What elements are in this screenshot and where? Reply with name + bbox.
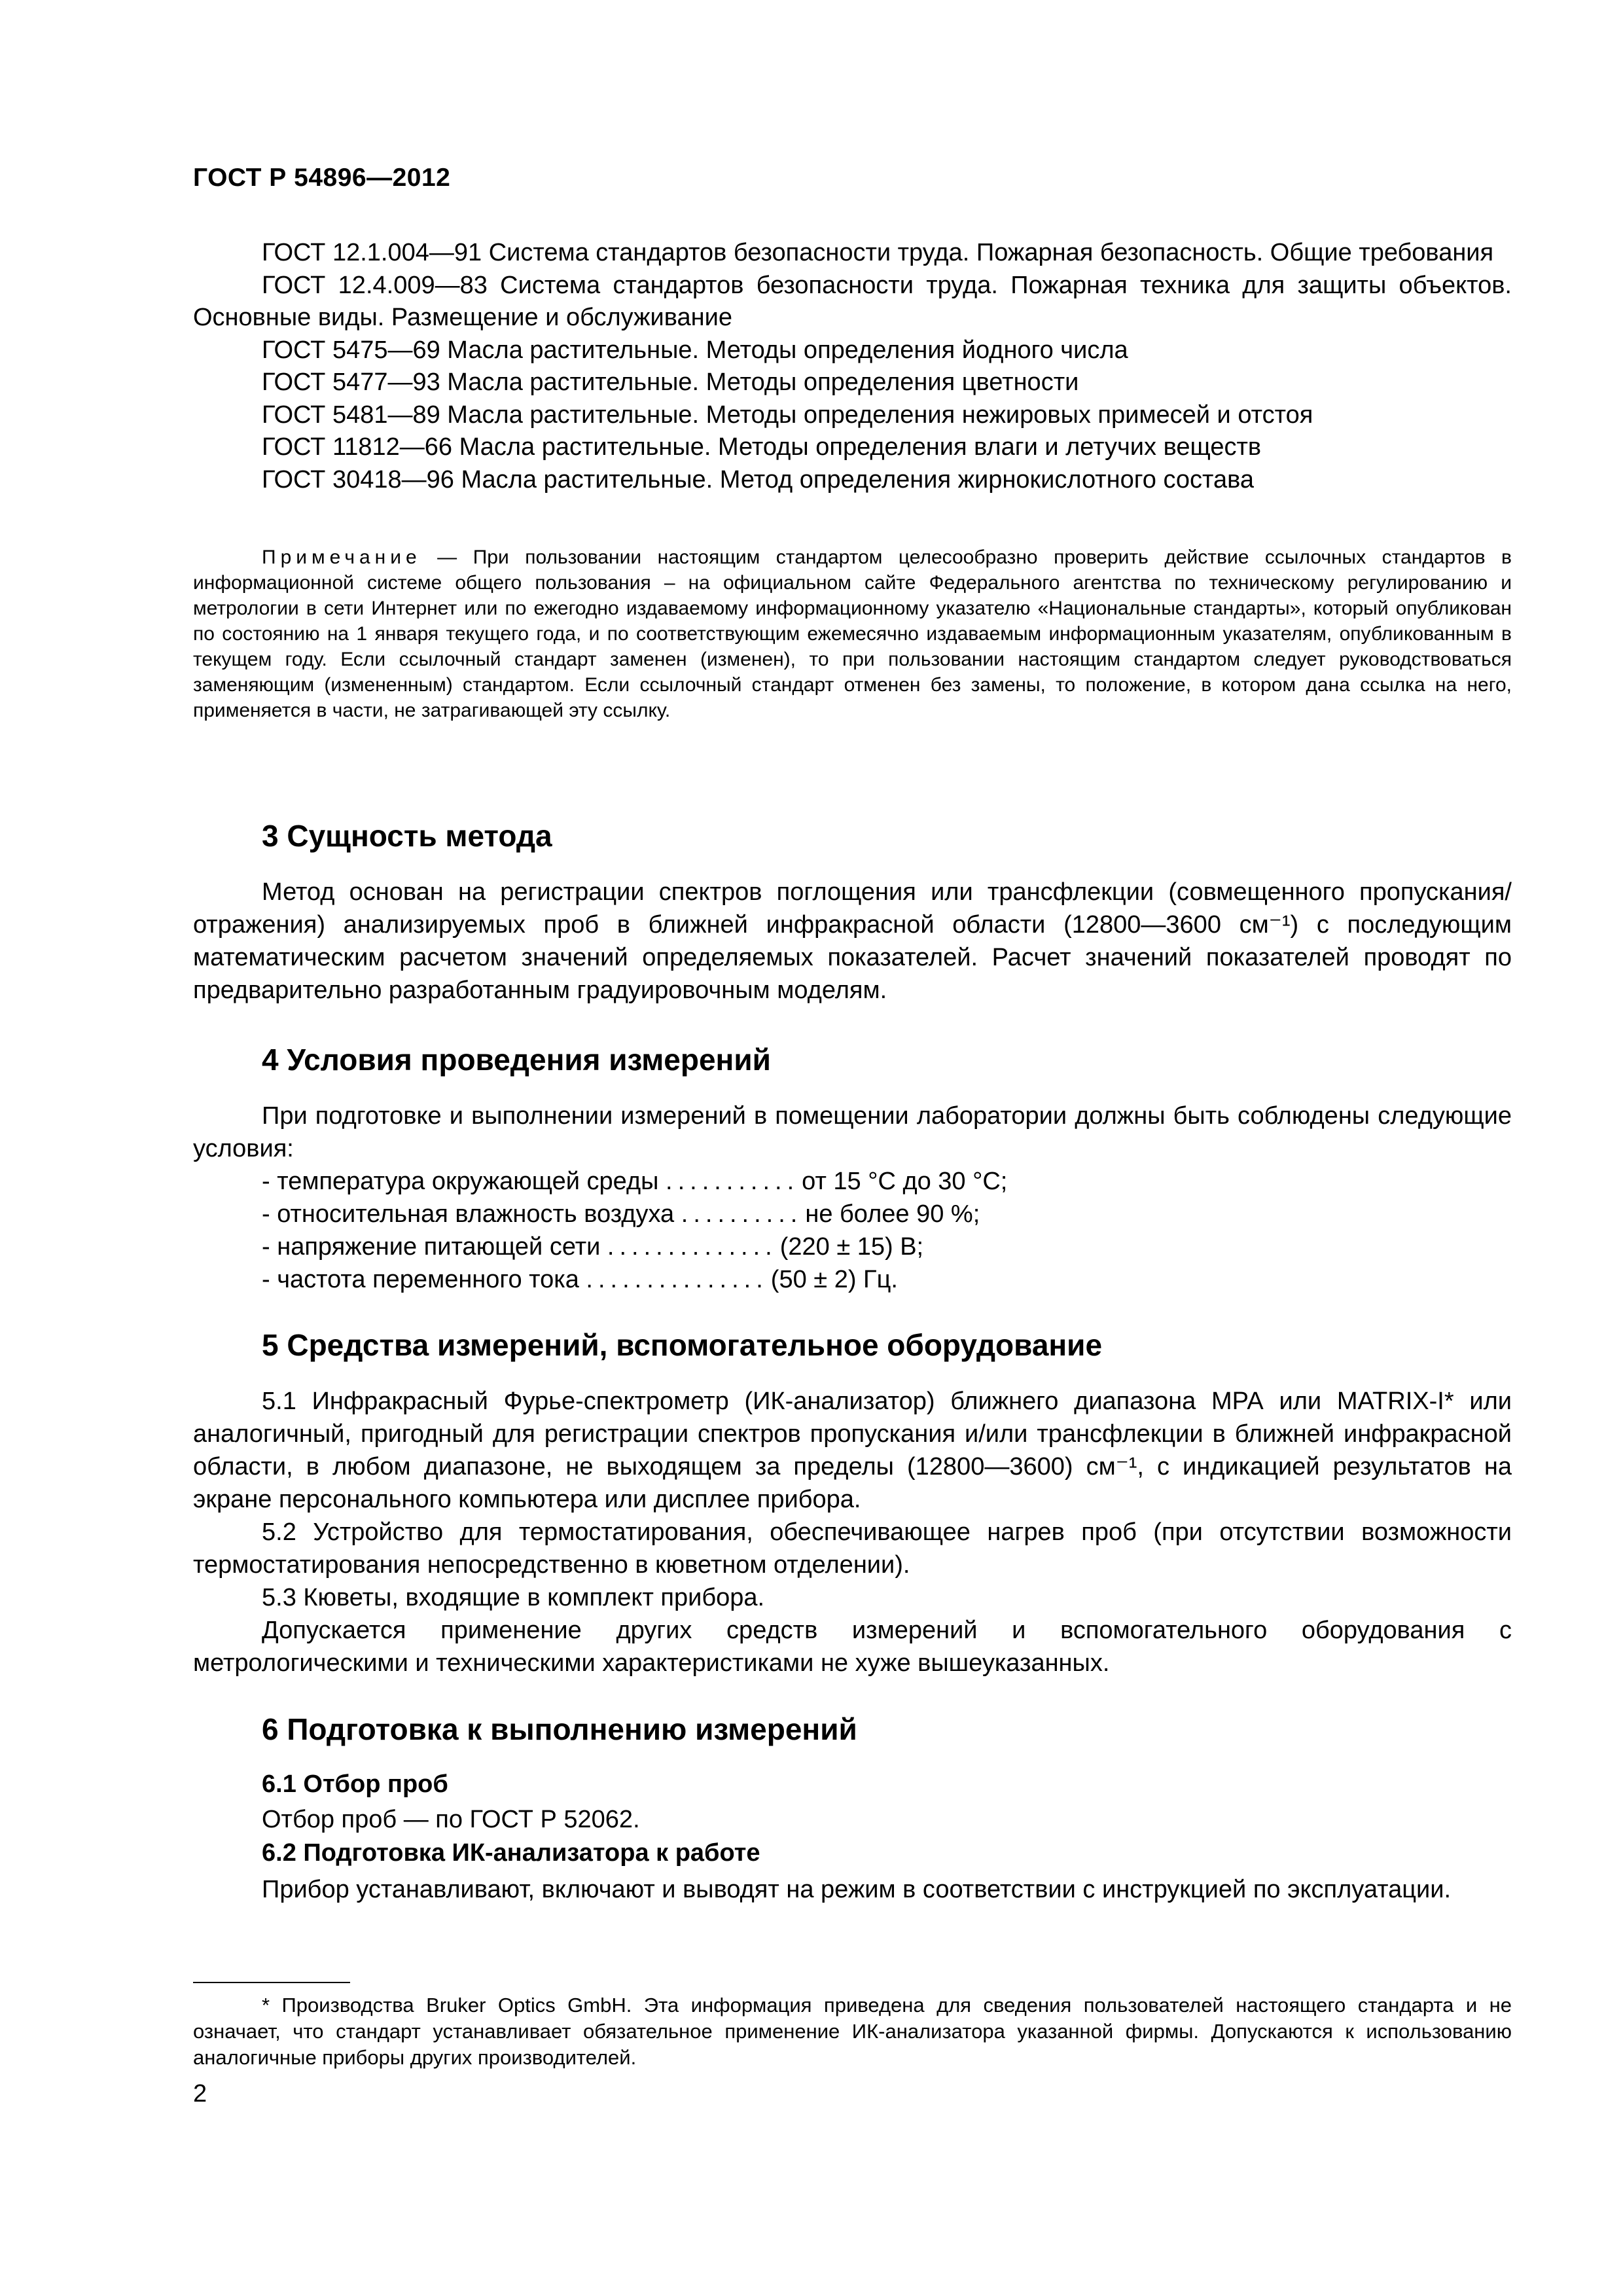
- section-6-2-body: [193, 1873, 1512, 1906]
- section-6-1-body: [193, 1803, 1512, 1836]
- reference-item: ГОСТ 5475—69 Масла растительные. Методы определения йодного числа: [262, 336, 1128, 364]
- reference-item: ГОСТ 5481—89 Масла растительные. Методы определения нежировых примесей и отстоя: [262, 401, 1313, 429]
- condition-row: [262, 1165, 1309, 1198]
- section-4-intro-block: [193, 1100, 1512, 1165]
- condition-name: - частота переменного тока: [262, 1266, 579, 1293]
- leader-dots: ...........: [666, 1168, 800, 1195]
- reference-item: ГОСТ 12.1.004—91 Система стандартов безопасности труда. Пожарная безопасность. Общие требования: [262, 239, 1494, 266]
- condition-row: [262, 1263, 1309, 1296]
- leader-dots: ..............: [607, 1233, 777, 1261]
- page-number: 2: [193, 2080, 207, 2108]
- condition-value: от 15 °С до 30 °С;: [802, 1168, 1008, 1195]
- section-6-2-title: 6.2 Подготовка ИК-анализатора к работе: [262, 1839, 760, 1867]
- normative-references-list: [193, 237, 1512, 496]
- section-3-text: Метод основан на регистрации спектров поглощения или трансфлекции (совмещенного пропускания/отражения) анализируемых проб в ближней инфракрасной области (12800—3600 см⁻¹) с последующим математическим расчетом значений определяемых показателей. Расчет значений показателей проводят по предварительно разработанным градуировочным моделям.: [193, 878, 1512, 1004]
- condition-value: (220 ± 15) В;: [779, 1233, 924, 1261]
- condition-name: - температура окружающей среды: [262, 1168, 659, 1195]
- section-3-body: [193, 876, 1512, 1007]
- reference-item: ГОСТ 5477—93 Масла растительные. Методы определения цветности: [262, 368, 1079, 396]
- condition-row: [262, 1198, 1309, 1230]
- footnote: * Производства Bruker Optics GmbH. Эта информация приведена для сведения пользователей настоящего стандарта и не означает, что стандарт устанавливает обязательное применение ИК-анализатора указанной фирмы. Допускаются к использованию аналогичные приборы других производителей.: [193, 1994, 1512, 2069]
- note-text: — При пользовании настоящим стандартом целесообразно проверить действие ссылочных стандартов в информационной системе общего пользования – на официальном сайте Федерального агентства по техническому регулированию и метрологии в сети Интернет или по ежегодно издаваемому информационному указателю «Национальные стандарты», который опубликован по состоянию на 1 января текущего года, и по соответствующим ежемесячно издаваемым информационным указателям, опубликованным в текущем году. Если ссылочный стандарт заменен (изменен), то при пользовании настоящим стандартом следует руководствоваться заменяющим (измененным) стандартом. Если ссылочный стандарт отменен без замены, то положение, в котором дана ссылка на него, применяется в части, не затрагивающей эту ссылку.: [193, 547, 1512, 721]
- section-4-intro: При подготовке и выполнении измерений в помещении лаборатории должны быть соблюдены следующие условия:: [193, 1102, 1512, 1162]
- leader-dots: ...............: [586, 1266, 768, 1293]
- section-5-allowance-text: Допускается применение других средств измерений и вспомогательного оборудования с метрологическими и техническими характеристиками не хуже вышеуказанных.: [193, 1617, 1512, 1677]
- section-5-3-text: 5.3 Кюветы, входящие в комплект прибора.: [262, 1584, 765, 1611]
- footnote-separator: [193, 1982, 350, 1983]
- reference-item: ГОСТ 30418—96 Масла растительные. Метод определения жирнокислотного состава: [262, 465, 1255, 493]
- condition-value: не более 90 %;: [805, 1200, 980, 1228]
- condition-row: [262, 1230, 1309, 1263]
- reference-item: ГОСТ 12.4.009—83 Система стандартов безопасности труда. Пожарная техника для защиты объектов. Основные виды. Размещение и обслуживание: [193, 271, 1512, 331]
- document-page: [193, 0, 1512, 2296]
- condition-value: (50 ± 2) Гц.: [770, 1266, 898, 1293]
- document-header: ГОСТ Р 54896—2012: [193, 164, 451, 192]
- section-6-2-text: Прибор устанавливают, включают и выводят на режим в соответствии с инструкцией по эксплуатации.: [262, 1876, 1452, 1903]
- section-3-title: 3 Сущность метода: [262, 819, 552, 853]
- conditions-list: [262, 1165, 1309, 1296]
- section-6-1-text: Отбор проб — по ГОСТ Р 52062.: [262, 1806, 640, 1833]
- section-5-2-text: 5.2 Устройство для термостатирования, обеспечивающее нагрев проб (при отсутствии возможности термостатирования непосредственно в кюветном отделении).: [193, 1518, 1512, 1579]
- note-label: Примечание: [262, 547, 421, 568]
- section-4-title: 4 Условия проведения измерений: [262, 1043, 771, 1077]
- condition-name: - относительная влажность воздуха: [262, 1200, 675, 1228]
- section-6-title: 6 Подготовка к выполнению измерений: [262, 1712, 857, 1746]
- condition-name: - напряжение питающей сети: [262, 1233, 601, 1261]
- section-5-body: [193, 1385, 1512, 1679]
- leader-dots: ..........: [681, 1200, 803, 1228]
- section-5-1-text: 5.1 Инфракрасный Фурье-спектрометр (ИК-анализатор) ближнего диапазона МРА или MATRIX-I* или аналогичный, пригодный для регистрации спектров пропускания и/или трансфлекции в ближней инфракрасной области, в любом диапазоне, не выходящем за пределы (12800—3600) см⁻¹, с индикацией результатов на экране персонального компьютера или дисплее прибора.: [193, 1388, 1512, 1513]
- section-5-title: 5 Средства измерений, вспомогательное оборудование: [262, 1328, 1103, 1362]
- reference-item: ГОСТ 11812—66 Масла растительные. Методы определения влаги и летучих веществ: [262, 433, 1262, 461]
- section-6-1-title: 6.1 Отбор проб: [262, 1770, 448, 1798]
- note-paragraph: [193, 545, 1512, 723]
